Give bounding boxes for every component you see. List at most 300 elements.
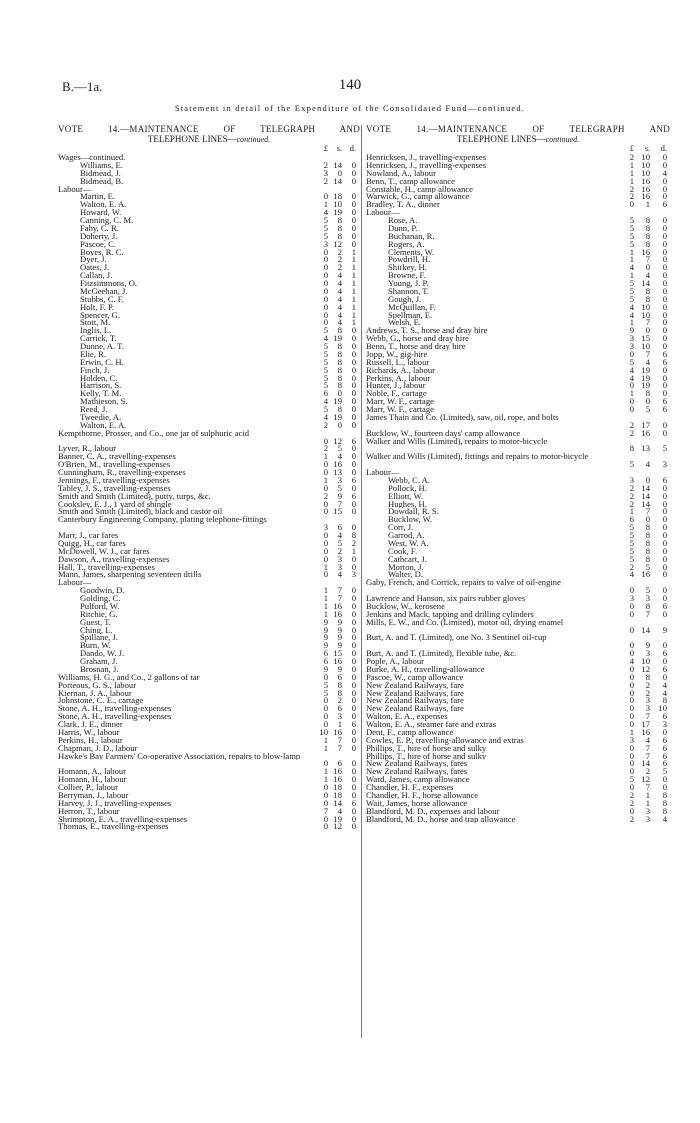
amount-pounds: 4 bbox=[629, 569, 634, 580]
amount-shillings: 3 bbox=[337, 474, 342, 485]
amount-shillings: 4 bbox=[645, 356, 650, 367]
amount-pence: 6 bbox=[662, 600, 667, 611]
expenditure-row bbox=[58, 823, 360, 831]
expenditure-row bbox=[366, 167, 670, 178]
item-description: Benn, T., camp allowance bbox=[366, 177, 455, 186]
amount-pence: 0 bbox=[662, 782, 667, 792]
amount-pence: 0 bbox=[351, 821, 356, 832]
expenditure-row bbox=[366, 671, 670, 682]
amount-shillings: 5 bbox=[337, 482, 342, 493]
expenditure-row bbox=[58, 768, 360, 776]
amount-shillings: 0 bbox=[337, 388, 342, 399]
item-description: Phillips, T., hire of horse and sulky bbox=[366, 744, 487, 753]
amount-pounds: 0 bbox=[323, 695, 328, 706]
item-description: Howard, W. bbox=[80, 209, 122, 217]
amount-shillings: 0 bbox=[645, 325, 650, 336]
amount-pounds: 0 bbox=[629, 404, 634, 414]
expenditure-row bbox=[58, 474, 360, 485]
amount-pence: 0 bbox=[662, 522, 667, 533]
expenditure-row bbox=[58, 571, 360, 579]
item-description: Homann, A., labour bbox=[58, 768, 127, 777]
item-description: Bidmead, J. bbox=[80, 169, 121, 178]
expenditure-row bbox=[366, 183, 670, 194]
continued-label: continued. bbox=[236, 135, 271, 144]
item-description: Dyer, J. bbox=[80, 256, 107, 265]
expenditure-row bbox=[366, 537, 670, 548]
item-description: Dunne, A. T. bbox=[80, 343, 124, 351]
amount-shillings: 14 bbox=[641, 498, 650, 509]
amount-shillings: 8 bbox=[337, 380, 342, 391]
item-description: Spillane, J. bbox=[80, 634, 118, 643]
expenditure-row bbox=[366, 561, 670, 572]
amount-pence: 0 bbox=[662, 490, 667, 501]
amount-pounds: 0 bbox=[629, 758, 634, 769]
amount-shillings: 16 bbox=[333, 459, 342, 470]
item-description: Pulford, W. bbox=[80, 602, 120, 611]
amount-pence: 0 bbox=[662, 553, 667, 564]
amount-pence: 0 bbox=[351, 703, 356, 714]
expenditure-row bbox=[366, 348, 670, 359]
amount-shillings: 12 bbox=[641, 774, 650, 785]
expenditure-row bbox=[366, 789, 670, 800]
item-description: Shirkey, H. bbox=[388, 264, 427, 273]
amount-pence: 0 bbox=[662, 278, 667, 288]
amount-shillings: 16 bbox=[641, 726, 650, 737]
expenditure-row bbox=[58, 327, 360, 335]
amount-pence: 0 bbox=[351, 506, 356, 517]
item-description: Walter, D. bbox=[388, 571, 423, 580]
amount-pounds: 5 bbox=[629, 293, 634, 304]
amount-pounds: 1 bbox=[323, 593, 328, 603]
expenditure-row bbox=[366, 193, 670, 201]
amount-pounds: 0 bbox=[629, 640, 634, 651]
amount-pounds: 1 bbox=[323, 600, 328, 611]
expenditure-row bbox=[366, 372, 670, 383]
expenditure-row bbox=[366, 571, 670, 579]
amount-shillings: 6 bbox=[337, 522, 342, 533]
amount-pounds: 2 bbox=[629, 498, 634, 509]
expenditure-row bbox=[366, 658, 670, 666]
expenditure-row bbox=[366, 553, 670, 564]
amount-pounds: 5 bbox=[323, 404, 328, 414]
expenditure-row bbox=[366, 256, 670, 264]
amount-shillings: 8 bbox=[645, 537, 650, 548]
amount-pence: 0 bbox=[351, 356, 356, 367]
expenditure-row bbox=[366, 356, 670, 367]
amount-pounds: 0 bbox=[629, 663, 634, 674]
vote-subheading bbox=[366, 134, 670, 144]
amount-shillings: 16 bbox=[333, 608, 342, 619]
amount-shillings: 19 bbox=[641, 364, 650, 375]
amount-pounds: 5 bbox=[629, 553, 634, 564]
amount-pounds: 5 bbox=[629, 356, 634, 367]
amount-pence: 1 bbox=[351, 317, 356, 328]
expenditure-row bbox=[366, 238, 670, 249]
expenditure-row bbox=[366, 705, 670, 713]
expenditure-row bbox=[366, 813, 670, 824]
amount-shillings: 12 bbox=[333, 238, 342, 249]
amount-shillings: 7 bbox=[645, 317, 650, 328]
item-description: Stone, A. H., travelling-expenses bbox=[58, 713, 172, 721]
amount-pounds: 0 bbox=[323, 254, 328, 265]
amount-pence: 0 bbox=[662, 372, 667, 383]
amount-shillings: 8 bbox=[337, 325, 342, 336]
amount-pence: 0 bbox=[351, 766, 356, 777]
item-description: Richards, A., labour bbox=[366, 366, 435, 375]
amount-shillings: 18 bbox=[333, 789, 342, 800]
expenditure-row bbox=[366, 469, 670, 477]
expenditure-row bbox=[58, 154, 360, 162]
amount-shillings: 19 bbox=[333, 411, 342, 422]
amount-pence: 0 bbox=[662, 341, 667, 351]
expenditure-row bbox=[58, 705, 360, 713]
item-description: Gough, J. bbox=[388, 295, 422, 304]
amount-shillings: 4 bbox=[337, 317, 342, 328]
item-description: Lyver, R., labour bbox=[58, 445, 117, 454]
amount-shillings: 7 bbox=[645, 348, 650, 359]
amount-pence: 0 bbox=[351, 640, 356, 651]
amount-shillings: 4 bbox=[645, 734, 650, 745]
expenditure-row bbox=[58, 805, 360, 816]
expenditure-row bbox=[366, 776, 670, 784]
amount-pounds: 1 bbox=[323, 608, 328, 619]
amount-pounds: 0 bbox=[629, 199, 634, 210]
amount-pence: 8 bbox=[662, 797, 667, 808]
item-description: Dowdall, R. S. bbox=[388, 508, 439, 517]
currency-header bbox=[366, 144, 670, 154]
item-description: Dunn, P. bbox=[388, 224, 418, 233]
amount-shillings: 9 bbox=[337, 616, 342, 627]
amount-pounds: 0 bbox=[323, 191, 328, 202]
item-description: Tweedie, A. bbox=[80, 413, 122, 422]
item-description: Holden, C. bbox=[80, 374, 118, 383]
item-description: Dent, F., camp allowance bbox=[366, 728, 454, 737]
item-description: Berryman, J., labour bbox=[58, 791, 129, 800]
expenditure-row bbox=[58, 272, 360, 280]
item-description: Hawke's Bay Farmers' Co-operative Association, repairs to blow-lamp bbox=[58, 752, 301, 761]
expenditure-row bbox=[58, 364, 360, 375]
item-description: Holt, F. P. bbox=[80, 303, 114, 312]
item-description: Reed, J. bbox=[80, 406, 108, 414]
expenditure-row bbox=[58, 537, 360, 548]
amount-pence: 0 bbox=[351, 482, 356, 493]
amount-pence: 0 bbox=[351, 671, 356, 682]
amount-pounds: 1 bbox=[629, 388, 634, 399]
pence-header: d. bbox=[660, 144, 667, 153]
amount-pounds: 0 bbox=[629, 805, 634, 816]
amount-pence: 3 bbox=[662, 459, 667, 470]
expenditure-row bbox=[366, 482, 670, 493]
amount-pounds: 4 bbox=[629, 262, 634, 273]
expenditure-row bbox=[366, 797, 670, 808]
expenditure-row bbox=[58, 453, 360, 461]
amount-pounds: 6 bbox=[323, 648, 328, 659]
amount-pence: 0 bbox=[662, 537, 667, 548]
item-description: Kelly, T. M. bbox=[80, 390, 122, 399]
item-description: Finch, J. bbox=[80, 366, 110, 375]
item-description: Pollock, H. bbox=[388, 484, 427, 493]
amount-pounds: 0 bbox=[629, 695, 634, 706]
expenditure-row bbox=[366, 498, 670, 509]
expenditure-row bbox=[58, 545, 360, 556]
amount-shillings: 17 bbox=[641, 719, 650, 729]
amount-pence: 9 bbox=[662, 624, 667, 635]
amount-pence: 0 bbox=[662, 285, 667, 296]
item-description: Mills, E. W., and Co. (Limited), motor oil, drying enamel bbox=[366, 618, 564, 627]
expenditure-row bbox=[58, 587, 360, 595]
item-description: Cathcart, J. bbox=[388, 555, 427, 564]
amount-shillings: 0 bbox=[337, 167, 342, 178]
amount-pounds: 0 bbox=[323, 545, 328, 556]
vote-subheading-text: TELEPHONE LINES— bbox=[456, 134, 546, 144]
item-description: Callan, J. bbox=[80, 272, 113, 280]
amount-pounds: 0 bbox=[323, 782, 328, 792]
amount-shillings: 5 bbox=[645, 585, 650, 596]
expenditure-row bbox=[366, 301, 670, 312]
expenditure-row bbox=[366, 414, 670, 430]
expenditure-row bbox=[366, 663, 670, 674]
amount-pence: 0 bbox=[662, 608, 667, 619]
item-description: McGeehan, J. bbox=[80, 287, 128, 296]
item-description: New Zealand Railways, fare bbox=[366, 681, 464, 690]
amount-pence: 0 bbox=[351, 758, 356, 769]
expenditure-row bbox=[58, 193, 360, 201]
amount-pounds: 0 bbox=[629, 679, 634, 690]
item-description: Cook, F. bbox=[388, 547, 418, 556]
expenditure-row bbox=[366, 784, 670, 792]
amount-pounds: 0 bbox=[323, 703, 328, 714]
amount-pence: 0 bbox=[662, 726, 667, 737]
expenditure-row bbox=[58, 238, 360, 249]
expenditure-row bbox=[58, 293, 360, 304]
amount-pounds: 0 bbox=[323, 467, 328, 477]
expenditure-list bbox=[58, 154, 360, 831]
amount-shillings: 8 bbox=[337, 364, 342, 375]
amount-pence: 0 bbox=[662, 301, 667, 312]
amount-pounds: 2 bbox=[323, 175, 328, 186]
amount-shillings: 4 bbox=[337, 301, 342, 312]
amount-pounds: 2 bbox=[629, 561, 634, 572]
expenditure-row bbox=[58, 671, 360, 682]
amount-shillings: 16 bbox=[641, 183, 650, 194]
amount-shillings: 12 bbox=[333, 435, 342, 446]
item-description: Jennings, F., travelling-expenses bbox=[58, 476, 170, 485]
item-description: Walker and Wills (Limited), fittings and repairs to motor-bicycle bbox=[366, 453, 589, 462]
item-description: Smith and Smith (Limited), putty, turps, &c. bbox=[58, 492, 211, 501]
amount-shillings: 14 bbox=[641, 482, 650, 493]
item-description: Fitzsimmons, O. bbox=[80, 280, 138, 288]
item-description: Corr, J. bbox=[388, 524, 414, 532]
amount-shillings: 8 bbox=[337, 230, 342, 241]
amount-pounds: 10 bbox=[319, 726, 328, 737]
item-description: Mathieson, S. bbox=[80, 398, 128, 406]
amount-pence: 0 bbox=[662, 498, 667, 509]
amount-shillings: 4 bbox=[337, 451, 342, 462]
amount-pounds: 5 bbox=[323, 380, 328, 391]
amount-pounds: 4 bbox=[629, 301, 634, 312]
amount-pounds: 3 bbox=[629, 341, 634, 351]
expenditure-row bbox=[58, 469, 360, 477]
amount-pounds: 4 bbox=[323, 333, 328, 344]
amount-pounds: 5 bbox=[629, 222, 634, 233]
amount-shillings: 8 bbox=[645, 600, 650, 611]
currency-header bbox=[58, 144, 360, 154]
amount-pounds: 1 bbox=[629, 270, 634, 281]
amount-shillings: 7 bbox=[337, 734, 342, 745]
amount-pence: 1 bbox=[351, 293, 356, 304]
expenditure-row bbox=[366, 343, 670, 351]
expenditure-row bbox=[58, 430, 360, 446]
item-description: Labour— bbox=[366, 469, 400, 477]
expenditure-row bbox=[366, 760, 670, 768]
amount-pence: 0 bbox=[351, 585, 356, 596]
amount-shillings: 3 bbox=[337, 711, 342, 722]
amount-pence: 0 bbox=[662, 774, 667, 785]
amount-shillings: 15 bbox=[333, 648, 342, 659]
document-code: B.—1a. bbox=[62, 79, 103, 94]
amount-shillings: 0 bbox=[645, 514, 650, 525]
item-description: Dawson, A., travelling-expenses bbox=[58, 555, 170, 564]
amount-pounds: 0 bbox=[629, 348, 634, 359]
expenditure-row bbox=[58, 348, 360, 359]
amount-pence: 0 bbox=[351, 687, 356, 698]
amount-shillings: 3 bbox=[645, 813, 650, 824]
amount-pence: 0 bbox=[662, 585, 667, 596]
amount-pence: 0 bbox=[351, 443, 356, 454]
expenditure-row bbox=[366, 805, 670, 816]
amount-shillings: 4 bbox=[645, 270, 650, 281]
amount-shillings: 19 bbox=[333, 813, 342, 824]
expenditure-row bbox=[58, 608, 360, 619]
amount-pounds: 0 bbox=[323, 537, 328, 548]
expenditure-row bbox=[366, 726, 670, 737]
amount-pounds: 5 bbox=[629, 278, 634, 288]
amount-pounds: 0 bbox=[323, 711, 328, 722]
item-description: Labour— bbox=[58, 579, 92, 588]
amount-pence: 0 bbox=[351, 805, 356, 816]
amount-pence: 0 bbox=[351, 467, 356, 477]
amount-shillings: 15 bbox=[641, 333, 650, 344]
amount-pounds: 0 bbox=[323, 569, 328, 580]
amount-shillings: 7 bbox=[645, 750, 650, 761]
amount-pence: 0 bbox=[662, 530, 667, 540]
expenditure-row bbox=[58, 600, 360, 611]
item-description: Elliott, W. bbox=[388, 492, 424, 501]
amount-shillings: 4 bbox=[337, 285, 342, 296]
expenditure-row bbox=[58, 553, 360, 564]
item-description: Tabley, J. S., travelling-expenses bbox=[58, 484, 171, 493]
amount-shillings: 13 bbox=[641, 443, 650, 454]
expenditure-row bbox=[58, 516, 360, 532]
amount-pounds: 7 bbox=[323, 805, 328, 816]
amount-pence: 0 bbox=[351, 396, 356, 407]
amount-pence: 1 bbox=[351, 270, 356, 281]
expenditure-row bbox=[366, 619, 670, 635]
amount-pounds: 3 bbox=[323, 522, 328, 533]
expenditure-row bbox=[366, 734, 670, 745]
amount-pence: 0 bbox=[662, 561, 667, 572]
item-description: Young, J. P. bbox=[388, 280, 429, 288]
amount-pence: 1 bbox=[351, 545, 356, 556]
amount-pence: 0 bbox=[351, 167, 356, 178]
amount-pounds: 5 bbox=[323, 679, 328, 690]
amount-pounds: 2 bbox=[629, 813, 634, 824]
amount-pence: 0 bbox=[662, 514, 667, 525]
expenditure-row bbox=[58, 687, 360, 698]
expenditure-row bbox=[58, 319, 360, 327]
amount-shillings: 2 bbox=[645, 766, 650, 777]
amount-pence: 1 bbox=[351, 262, 356, 273]
expenditure-row bbox=[366, 264, 670, 272]
item-description: Smith and Smith (Limited), black and castor oil bbox=[58, 508, 223, 517]
expenditure-row bbox=[58, 175, 360, 186]
amount-shillings: 8 bbox=[645, 545, 650, 556]
expenditure-row bbox=[366, 427, 670, 438]
item-description: Noble, F., cartage bbox=[366, 390, 427, 399]
amount-pounds: 0 bbox=[323, 459, 328, 470]
pounds-header: £ bbox=[323, 144, 328, 153]
amount-pence: 0 bbox=[351, 325, 356, 336]
amount-pounds: 0 bbox=[323, 301, 328, 312]
item-description: Hall, T., travelling-expenses bbox=[58, 563, 155, 572]
expenditure-row bbox=[58, 159, 360, 170]
expenditure-row bbox=[58, 201, 360, 209]
expenditure-row bbox=[366, 697, 670, 705]
amount-pence: 0 bbox=[351, 191, 356, 202]
amount-shillings: 14 bbox=[333, 159, 342, 170]
vote-subheading-text: TELEPHONE LINES— bbox=[147, 134, 237, 144]
amount-shillings: 16 bbox=[641, 191, 650, 202]
expenditure-row bbox=[58, 398, 360, 406]
amount-shillings: 7 bbox=[645, 711, 650, 722]
amount-pounds: 0 bbox=[629, 750, 634, 761]
amount-pounds: 2 bbox=[323, 490, 328, 501]
item-description: Herron, T., labour bbox=[58, 807, 120, 816]
expenditure-row bbox=[58, 335, 360, 343]
amount-pounds: 0 bbox=[323, 506, 328, 517]
amount-pounds: 1 bbox=[629, 317, 634, 328]
amount-shillings: 7 bbox=[645, 782, 650, 792]
amount-pounds: 1 bbox=[323, 474, 328, 485]
item-description: James Thain and Co. (Limited), saw, oil, rope, and bolts bbox=[366, 413, 559, 422]
amount-shillings: 3 bbox=[645, 703, 650, 714]
expenditure-row bbox=[58, 285, 360, 296]
amount-pence: 0 bbox=[351, 222, 356, 233]
item-description: Cowles, E. P., travelling-allowance and extras bbox=[366, 736, 524, 745]
amount-pounds: 3 bbox=[629, 474, 634, 485]
amount-shillings: 7 bbox=[645, 254, 650, 265]
amount-shillings: 9 bbox=[337, 624, 342, 635]
amount-pounds: 8 bbox=[629, 443, 634, 454]
amount-pence: 0 bbox=[662, 388, 667, 399]
item-description: Erwin, C. H. bbox=[80, 358, 124, 367]
expenditure-row bbox=[366, 175, 670, 186]
item-description: Gaby, French, and Corrick, repairs to valve of oil-engine bbox=[366, 579, 561, 588]
amount-pounds: 1 bbox=[323, 585, 328, 596]
amount-pence: 0 bbox=[351, 451, 356, 462]
amount-shillings: 5 bbox=[645, 404, 650, 414]
item-description: Stone, A. H., travelling-expenses bbox=[58, 705, 172, 714]
item-description: Cunningham, R., travelling-expenses bbox=[58, 469, 186, 477]
amount-pence: 0 bbox=[351, 789, 356, 800]
amount-shillings: 2 bbox=[337, 246, 342, 257]
amount-pounds: 1 bbox=[323, 742, 328, 753]
amount-pounds: 3 bbox=[629, 593, 634, 603]
amount-pence: 0 bbox=[662, 246, 667, 257]
amount-shillings: 3 bbox=[645, 695, 650, 706]
amount-pounds: 0 bbox=[323, 278, 328, 288]
item-description: McDowell, W. J., car fares bbox=[58, 547, 150, 556]
